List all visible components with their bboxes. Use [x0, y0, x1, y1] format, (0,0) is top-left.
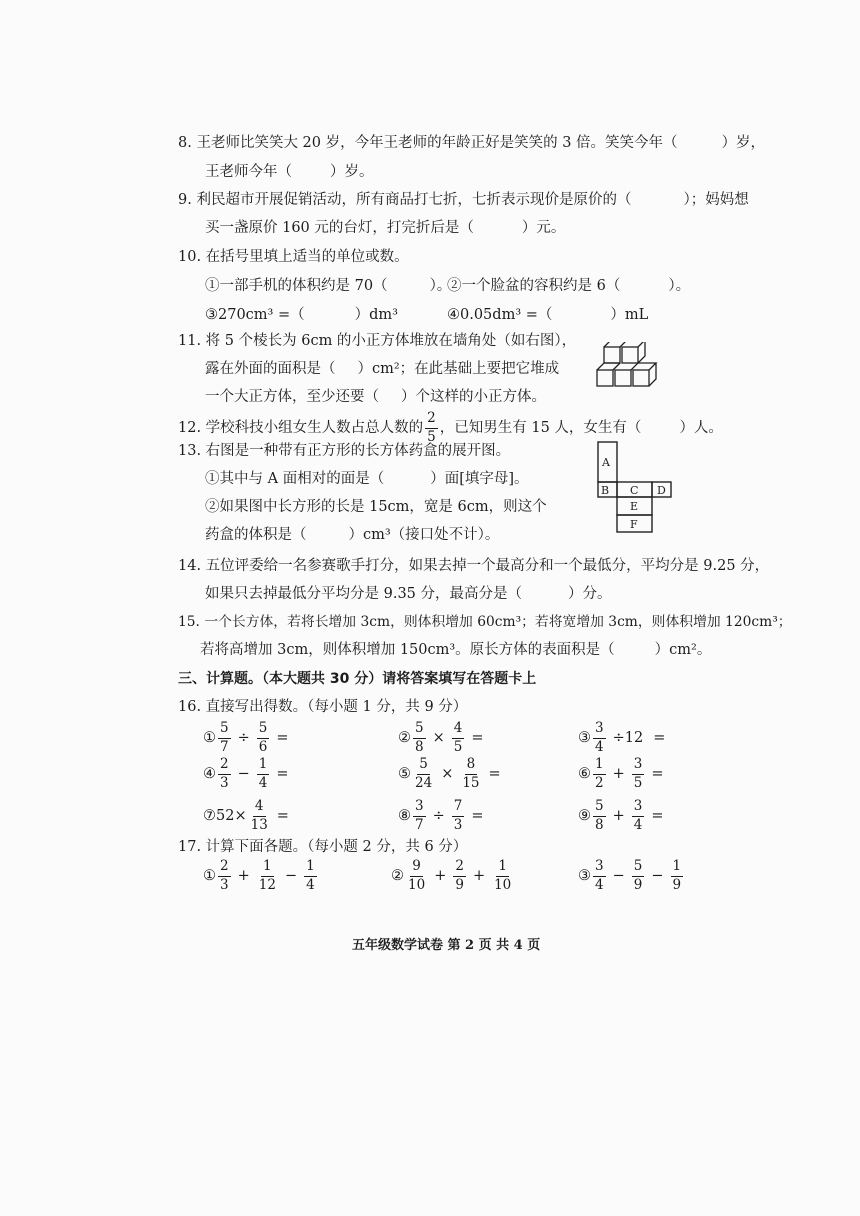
fraction: $\frac{2}{3}$	[220, 756, 229, 791]
question-13-line4: 药盒的体积是（ ）cm³（接口处不计）。	[205, 527, 500, 543]
calc-item: ③ $\frac{3}{4}$ ÷12 =	[578, 720, 666, 755]
fraction: $\frac{3}{5}$	[633, 756, 643, 791]
fraction: $\frac{1}{9}$	[672, 858, 682, 893]
question-16-title: 16. 直接写出得数。（每小题 1 分，共 9 分）	[178, 699, 468, 715]
fraction: $\frac{3}{4}$	[595, 720, 604, 755]
question-13-line3: ②如果图中长方形的长是 15cm，宽是 6cm，则这个	[205, 499, 547, 515]
fraction: $\frac{8}{15}$	[462, 756, 480, 791]
fraction: $\frac{9}{10}$	[408, 858, 426, 893]
net-label-a: A	[602, 456, 610, 469]
cube-stack-figure	[592, 342, 664, 392]
fraction: $\frac{1}{4}$	[306, 858, 315, 893]
calc-item: ① $\frac{5}{7}$ ÷ $\frac{5}{6}$ =	[203, 720, 289, 755]
question-10-d: ④0.05dm³ =（ ）mL	[447, 307, 649, 323]
fraction: $\frac{3}{4}$	[595, 858, 604, 893]
fraction: $\frac{5}{9}$	[633, 858, 643, 893]
question-15-line2: 若将高增加 3cm，则体积增加 150cm³。原长方体的表面积是（ ）cm²。	[200, 642, 712, 658]
fraction-two-fifths: $\frac{2}{5}$	[427, 410, 436, 445]
fraction: $\frac{5}{8}$	[415, 720, 424, 755]
fraction: $\frac{1}{4}$	[258, 756, 268, 791]
question-10-title: 10. 在括号里填上适当的单位或数。	[178, 249, 409, 265]
question-15-line1: 15. 一个长方体，若将长增加 3cm，则体积增加 60cm³；若将宽增加 3cm，则体积增加 120cm³；	[178, 614, 792, 630]
question-9-line1: 9. 利民超市开展促销活动，所有商品打七折，七折表示现价是原价的（ ）；妈妈想	[178, 192, 749, 208]
calc-item: ⑨ $\frac{5}{8}$ + $\frac{3}{4}$ =	[578, 798, 664, 833]
question-11-line1: 11. 将 5 个棱长为 6cm 的小正方体堆放在墙角处（如右图），	[178, 333, 577, 349]
fraction: $\frac{4}{13}$	[250, 798, 268, 833]
net-label-b: B	[601, 484, 610, 497]
question-13-line1: 13. 右图是一种带有正方形的长方体药盒的展开图。	[178, 443, 511, 459]
fraction: $\frac{5}{24}$	[415, 756, 433, 791]
question-8-line2: 王老师今年（ ）岁。	[205, 164, 374, 180]
fraction: $\frac{5}{6}$	[258, 720, 268, 755]
calc-item: ⑤ $\frac{5}{24}$ × $\frac{8}{15}$ =	[398, 756, 501, 791]
calc-item: ④ $\frac{2}{3}$ − $\frac{1}{4}$ =	[203, 756, 289, 791]
fraction: $\frac{3}{7}$	[415, 798, 424, 833]
question-10-b: ②一个脸盆的容积约是 6（ ）。	[447, 278, 691, 294]
calc-item: ① $\frac{2}{3}$ + $\frac{1}{12}$ − $\frac{1}{4}$	[203, 858, 315, 893]
question-12: 12. 学校科技小组女生人数占总人数的 $\frac{2}{5}$ ，已知男生有 15 人，女生有（ ）人。	[178, 410, 723, 445]
fraction: $\frac{5}{7}$	[220, 720, 229, 755]
fraction: $\frac{5}{8}$	[595, 798, 604, 833]
question-13-line2: ①其中与 A 面相对的面是（ ）面[填字母]。	[205, 471, 529, 487]
fraction: $\frac{7}{3}$	[453, 798, 463, 833]
net-label-d: D	[657, 484, 666, 497]
calc-item: ③ $\frac{3}{4}$ − $\frac{5}{9}$ − $\frac{1}{9}$	[578, 858, 682, 893]
question-10-c: ③270cm³ =（ ）dm³	[205, 307, 398, 323]
question-8-line1: 8. 王老师比笑笑大 20 岁，今年王老师的年龄正好是笑笑的 3 倍。笑笑今年（ ）岁，	[178, 135, 766, 151]
calc-item: ⑥ $\frac{1}{2}$ + $\frac{3}{5}$ =	[578, 756, 664, 791]
question-11-line3: 一个大正方体，至少还要（ ）个这样的小正方体。	[205, 389, 546, 405]
question-14-line2: 如果只去掉最低分平均分是 9.35 分，最高分是（ ）分。	[205, 586, 612, 602]
question-17-title: 17. 计算下面各题。（每小题 2 分，共 6 分）	[178, 839, 468, 855]
fraction: $\frac{1}{10}$	[494, 858, 512, 893]
calc-item: ⑧ $\frac{3}{7}$ ÷ $\frac{7}{3}$ =	[398, 798, 484, 833]
net-label-f: F	[630, 518, 638, 531]
fraction: $\frac{4}{5}$	[453, 720, 463, 755]
calc-item: ② $\frac{5}{8}$ × $\frac{4}{5}$ =	[398, 720, 484, 755]
fraction: $\frac{2}{3}$	[220, 858, 229, 893]
net-label-c: C	[630, 484, 639, 497]
calc-item: ⑦52× $\frac{4}{13}$ =	[203, 798, 289, 833]
question-11-line2: 露在外面的面积是（ ）cm²；在此基础上要把它堆成	[205, 361, 560, 377]
fraction: $\frac{3}{4}$	[633, 798, 643, 833]
question-10-a: ①一部手机的体积约是 70（ ）。	[205, 278, 452, 294]
section-3-heading: 三、计算题。（本大题共 30 分）请将答案填写在答题卡上	[178, 671, 537, 687]
fraction: $\frac{1}{12}$	[258, 858, 276, 893]
fraction: $\frac{1}{2}$	[595, 756, 604, 791]
page-footer: 五年级数学试卷 第 2 页 共 4 页	[352, 938, 541, 953]
question-9-line2: 买一盏原价 160 元的台灯，打完折后是（ ）元。	[205, 220, 566, 236]
question-14-line1: 14. 五位评委给一名参赛歌手打分，如果去掉一个最高分和一个最低分，平均分是 9.25 分，	[178, 558, 770, 574]
box-net-figure	[594, 440, 674, 534]
calc-item: ② $\frac{9}{10}$ + $\frac{2}{9}$ + $\frac{1}{10}$	[391, 858, 512, 893]
fraction: $\frac{2}{9}$	[455, 858, 464, 893]
net-label-e: E	[630, 500, 639, 513]
